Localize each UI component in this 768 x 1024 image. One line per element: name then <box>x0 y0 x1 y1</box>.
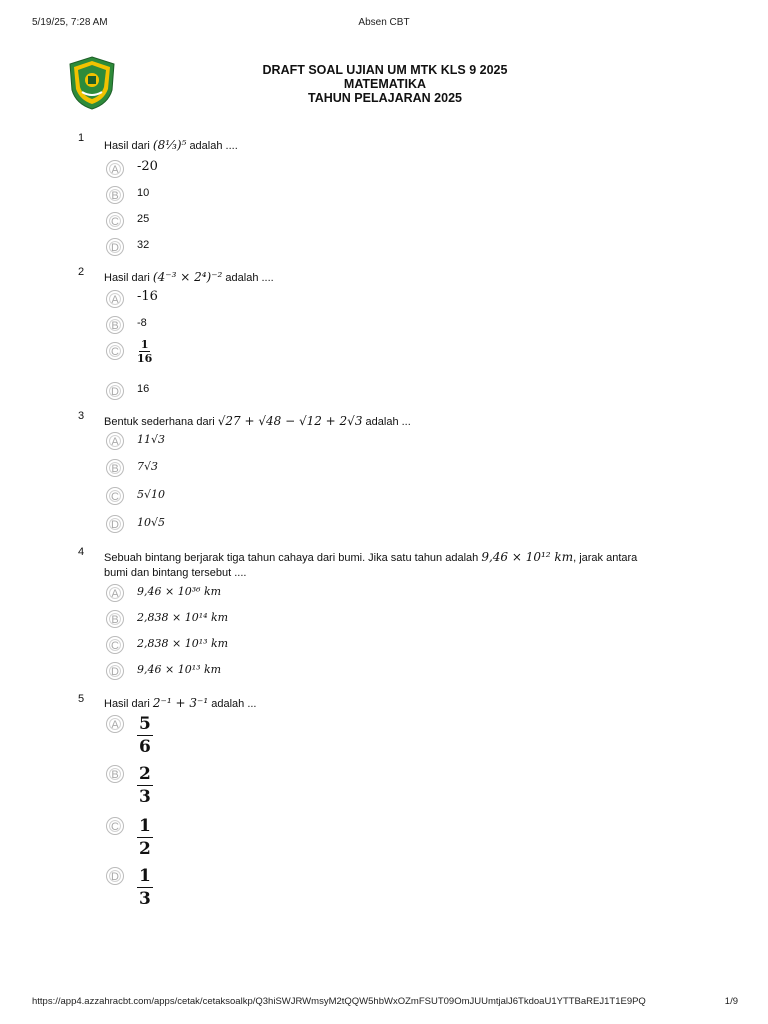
option-badge: C <box>106 817 124 835</box>
option-badge: B <box>106 459 124 477</box>
fraction <box>137 763 153 808</box>
option-text: -16 <box>137 289 158 304</box>
option-badge: D <box>106 382 124 400</box>
option-badge: A <box>106 160 124 178</box>
question-suffix: adalah .... <box>225 272 274 284</box>
question-text <box>104 550 664 581</box>
question-prefix: Hasil dari <box>104 698 150 710</box>
question-text <box>104 414 411 428</box>
option-text: 10 <box>137 187 150 199</box>
school-logo <box>68 56 116 110</box>
question-number: 5 <box>78 693 85 705</box>
question-suffix: , jarak antara bumi dan bintang tersebut .... <box>104 552 638 579</box>
fraction <box>137 713 153 758</box>
option-text <box>137 338 152 365</box>
fraction-denominator: 3 <box>139 889 151 909</box>
question-number: 1 <box>78 132 85 144</box>
fraction <box>137 338 152 365</box>
option-text: 2,838 × 10¹³ km <box>137 637 229 650</box>
question-text <box>104 138 238 152</box>
option-badge: A <box>106 584 124 602</box>
option-text: 25 <box>137 213 150 225</box>
fraction-denominator: 3 <box>139 787 151 807</box>
option-text: 7√3 <box>137 460 159 473</box>
fraction-numerator: 2 <box>139 764 151 784</box>
question-suffix: adalah ... <box>211 698 257 710</box>
question-prefix: Bentuk sederhana dari <box>104 416 215 428</box>
question-math: 9,46 × 10¹² km <box>481 550 574 564</box>
option-badge: B <box>106 765 124 783</box>
option-badge: C <box>106 342 124 360</box>
question-math: (4⁻³ × 2⁴)⁻² <box>152 270 223 284</box>
fraction-numerator: 5 <box>139 714 151 734</box>
option-text: 2,838 × 10¹⁴ km <box>137 611 229 624</box>
title-line-1: DRAFT SOAL UJIAN UM MTK KLS 9 2025 <box>262 63 508 77</box>
option-text: 10√5 <box>137 516 166 529</box>
option-badge: D <box>106 867 124 885</box>
option-text: 16 <box>137 383 150 395</box>
question-math: 2⁻¹ + 3⁻¹ <box>152 696 209 710</box>
fraction-denominator: 16 <box>137 352 153 365</box>
option-text: -20 <box>137 159 158 174</box>
question-text <box>104 696 257 710</box>
question-text <box>104 270 274 284</box>
fraction <box>137 815 153 860</box>
question-number: 4 <box>78 546 85 558</box>
option-text <box>137 865 153 910</box>
option-text <box>137 713 153 758</box>
option-text <box>137 763 153 808</box>
question-suffix: adalah ... <box>365 416 411 428</box>
option-badge: B <box>106 186 124 204</box>
option-text: 9,46 × 10¹³ km <box>137 663 222 676</box>
question-number: 3 <box>78 410 85 422</box>
option-badge: C <box>106 487 124 505</box>
option-badge: D <box>106 662 124 680</box>
option-text: -8 <box>137 317 147 329</box>
page-number: 1/9 <box>724 996 738 1007</box>
document-title <box>180 63 590 105</box>
print-url: https://app4.azzahracbt.com/apps/cetak/cetaksoalkp/Q3hiSWJRWmsyM2tQQW5hbWxOZmFSUT09OmJUUmtjalJ6TkdoaU1YTTBaREJ1T1E9PQ <box>32 996 646 1007</box>
question-prefix: Hasil dari <box>104 272 150 284</box>
option-text: 11√3 <box>137 433 166 446</box>
fraction <box>137 865 153 910</box>
fraction-numerator: 1 <box>139 866 151 886</box>
question-math: √27 + √48 − √12 + 2√3 <box>217 414 363 428</box>
question-suffix: adalah .... <box>189 140 238 152</box>
fraction-numerator: 1 <box>139 816 151 836</box>
title-line-3: TAHUN PELAJARAN 2025 <box>308 91 462 105</box>
fraction-denominator: 2 <box>139 839 151 859</box>
fraction-denominator: 6 <box>139 737 151 757</box>
question-number: 2 <box>78 266 85 278</box>
question-prefix: Hasil dari <box>104 140 150 152</box>
option-badge: D <box>106 515 124 533</box>
title-line-2: MATEMATIKA <box>343 77 427 91</box>
option-text: 32 <box>137 239 150 251</box>
option-badge: A <box>106 715 124 733</box>
option-text: 9,46 × 10³⁶ km <box>137 585 222 598</box>
fraction-numerator: 1 <box>140 338 149 351</box>
option-badge: B <box>106 610 124 628</box>
print-app-title: Absen CBT <box>358 17 410 28</box>
option-badge: D <box>106 238 124 256</box>
option-badge: C <box>106 636 124 654</box>
option-text <box>137 815 153 860</box>
option-badge: A <box>106 290 124 308</box>
option-badge: C <box>106 212 124 230</box>
question-prefix: Sebuah bintang berjarak tiga tahun cahaya dari bumi. Jika satu tahun adalah <box>104 552 479 564</box>
print-datetime: 5/19/25, 7:28 AM <box>32 17 108 28</box>
option-badge: A <box>106 432 124 450</box>
option-badge: B <box>106 316 124 334</box>
question-math: (8⅓)⁵ <box>152 138 187 152</box>
option-text: 5√10 <box>137 488 166 501</box>
